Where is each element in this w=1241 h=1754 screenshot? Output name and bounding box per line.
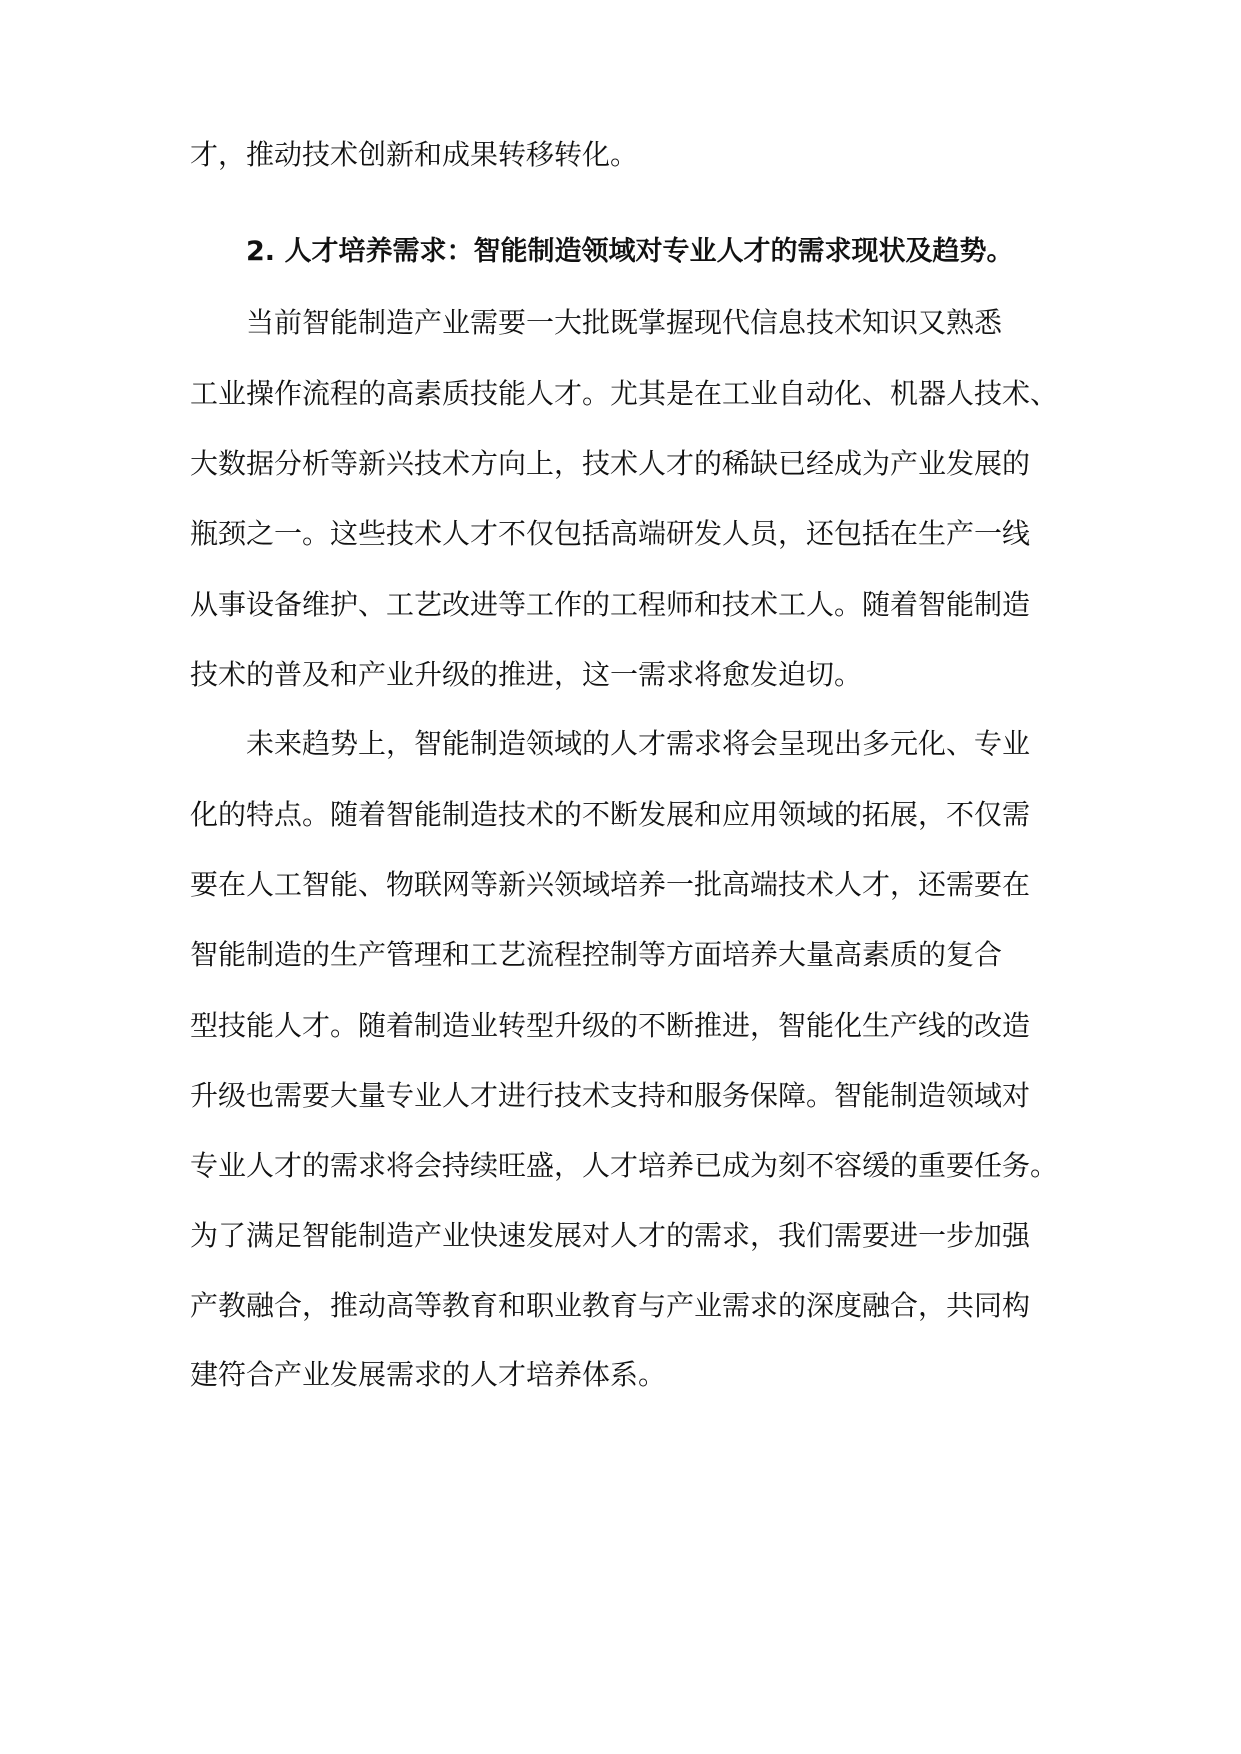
paragraph-line: 型技能人才。随着制造业转型升级的不断推进，智能化生产线的改造 [190, 1009, 1031, 1042]
paragraph-line: 大数据分析等新兴技术方向上，技术人才的稀缺已经成为产业发展的 [190, 447, 1031, 480]
paragraph-line: 产教融合，推动高等教育和职业教育与产业需求的深度融合，共同构 [190, 1289, 1031, 1322]
paragraph-line: 从事设备维护、工艺改进等工作的工程师和技术工人。随着智能制造 [190, 588, 1031, 621]
paragraph-line: 工业操作流程的高素质技能人才。尤其是在工业自动化、机器人技术、 [190, 377, 1059, 410]
section-heading: 2. 人才培养需求：智能制造领域对专业人才的需求现状及趋势。 [246, 236, 1014, 267]
paragraph-line: 为了满足智能制造产业快速发展对人才的需求，我们需要进一步加强 [190, 1219, 1031, 1252]
paragraph-line: 建符合产业发展需求的人才培养体系。 [190, 1358, 667, 1391]
paragraph-line: 智能制造的生产管理和工艺流程控制等方面培养大量高素质的复合 [190, 938, 1003, 971]
paragraph-line: 当前智能制造产业需要一大批既掌握现代信息技术知识又熟悉 [246, 306, 1003, 339]
paragraph-line: 要在人工智能、物联网等新兴领域培养一批高端技术人才，还需要在 [190, 868, 1031, 901]
paragraph-line: 未来趋势上，智能制造领域的人才需求将会呈现出多元化、专业 [246, 727, 1031, 760]
paragraph-line: 瓶颈之一。这些技术人才不仅包括高端研发人员，还包括在生产一线 [190, 517, 1031, 550]
paragraph-line: 技术的普及和产业升级的推进，这一需求将愈发迫切。 [190, 658, 863, 691]
paragraph-line: 专业人才的需求将会持续旺盛，人才培养已成为刻不容缓的重要任务。 [190, 1149, 1059, 1182]
paragraph-line: 升级也需要大量专业人才进行技术支持和服务保障。智能制造领域对 [190, 1079, 1031, 1112]
paragraph-line: 化的特点。随着智能制造技术的不断发展和应用领域的拓展，不仅需 [190, 798, 1031, 831]
paragraph-line: 才，推动技术创新和成果转移转化。 [190, 138, 639, 171]
